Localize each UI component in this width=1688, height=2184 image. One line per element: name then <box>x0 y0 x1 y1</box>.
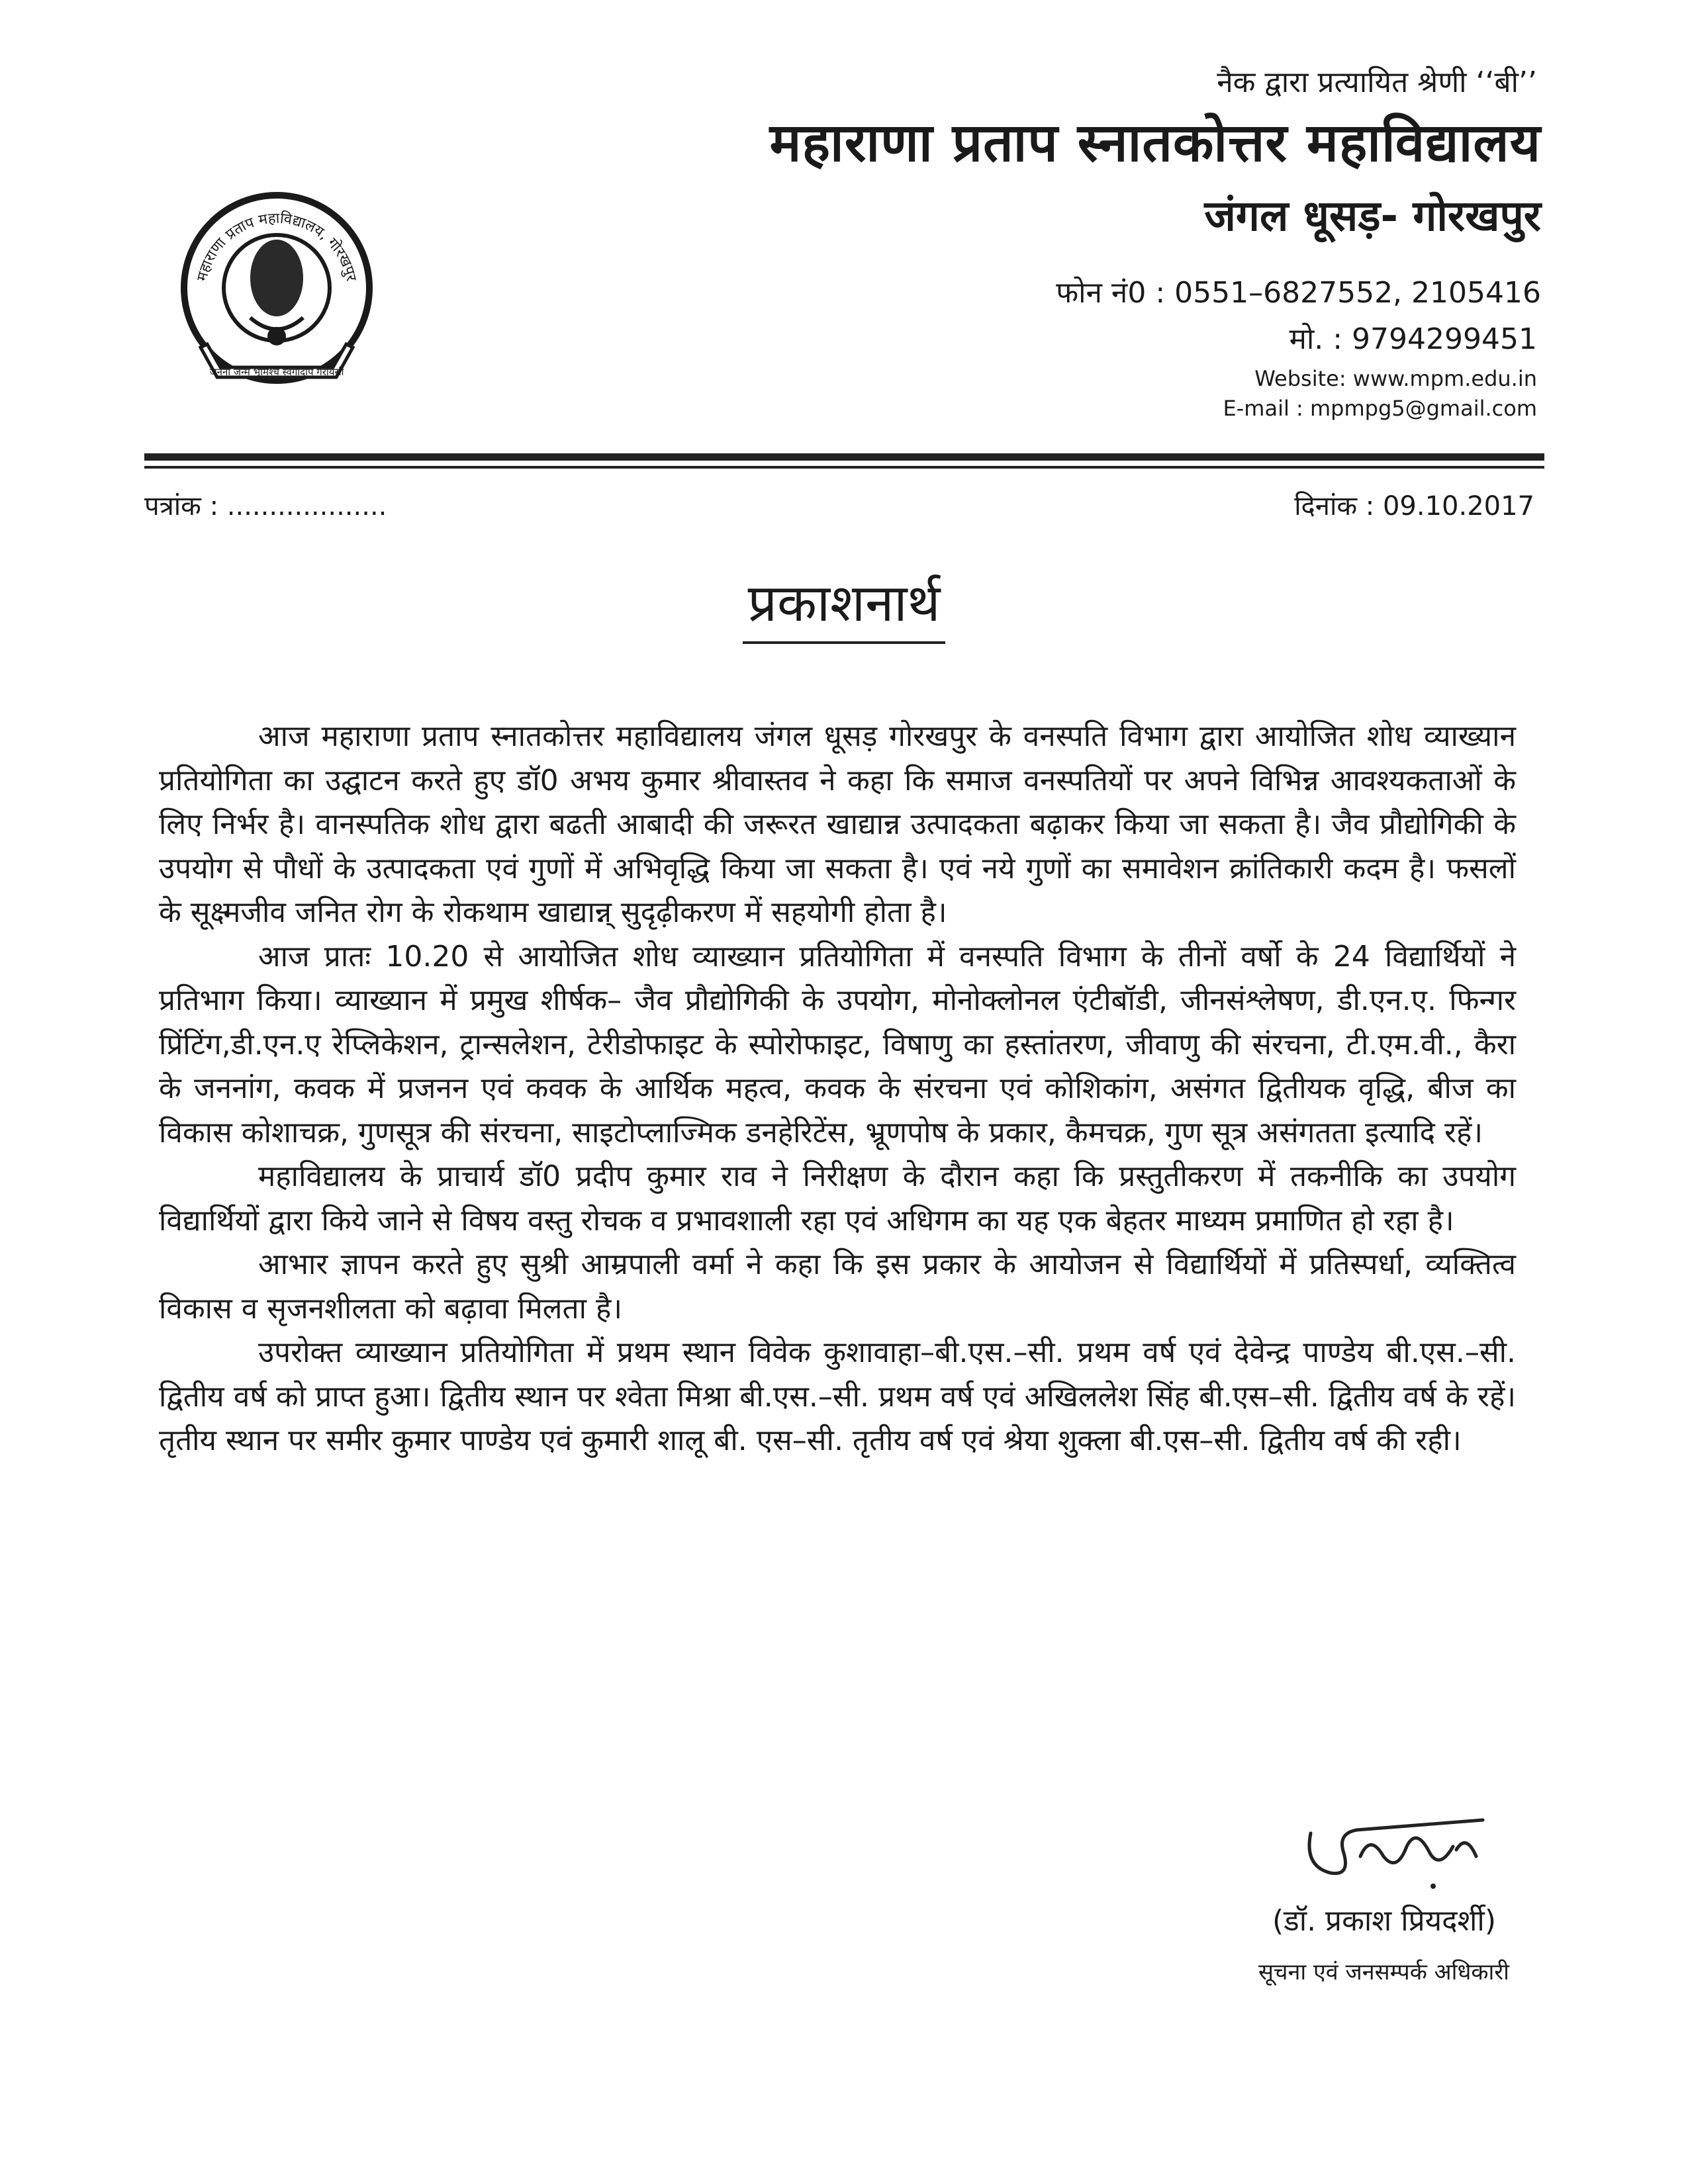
document-heading <box>0 566 1688 644</box>
letterhead-divider-thick <box>144 453 1544 461</box>
body-paragraph: आज महाराणा प्रताप स्नातकोत्तर महाविद्यालय जंगल धूसड़ गोरखपुर के वनस्पति विभाग द्वारा आयोजित शोध व्याख्यान प्रतियोगिता का उद्घाटन करते हुए डॉ0 अभय कुमार श्रीवास्तव ने कहा कि समाज वनस्पतियों पर अपने विभिन्न आवश्यकताओं के लिए निर्भर है। वानस्पतिक शोध द्वारा बढती आबादी की जरूरत खाद्यान्न उत्पादकता बढ़ाकर किया जा सकता है। जैव प्रौद्योगिकी के उपयोग से पौधों के उत्पादकता एवं गुणों में अभिवृद्धि किया जा सकता है। एवं नये गुणों का समावेशन क्रांतिकारी कदम है। फसलों के सूक्ष्मजीव जनित रोग के रोकथाम खाद्यान्न् सुदृढ़ीकरण में सहयोगी होता है। <box>159 719 1516 929</box>
body-paragraph: आभार ज्ञापन करते हुए सुश्री आम्रपाली वर्मा ने कहा कि इस प्रकार के आयोजन से विद्यार्थियों में प्रतिस्पर्धा, व्यक्तित्व विकास व सृजनशीलता को बढ़ावा मिलता है। <box>159 1248 1516 1326</box>
document-date: दिनांक : 09.10.2017 <box>1294 491 1534 522</box>
body-paragraph: आज प्रातः 10.20 से आयोजित शोध व्याख्यान प्रतियोगिता में वनस्पति विभाग के तीनों वर्षो के 24 विद्यार्थियों ने प्रतिभाग किया। व्याख्यान में प्रमुख शीर्षक– जैव प्रौद्योगिकी के उपयोग, मोनोक्लोनल एंटीबॉडी, जीनसंश्लेषण, डी.एन.ए. फिन्गर प्रिंटिंग,डी.एन.ए रेप्लिकेशन, ट्रान्सलेशन, टेरीडोफाइट के स्पोरोफाइट, विषाणु का हस्तांतरण, जीवाणु की संरचना, टी.एम.वी., कैरा के जननांग, कवक में प्रजनन एवं कवक के आर्थिक महत्व, कवक के संरचना एवं कोशिकांग, असंगत द्वितीयक वृद्धि, बीज का विकास कोशाचक्र, गुणसूत्र की संरचना, साइटोप्लाज्मिक डनहेरिटेंस, भ्रूणपोष के प्रकार, कैमचक्र, गुण सूत्र असंगतता इत्यादि रहें। <box>159 939 1516 1150</box>
mobile-number: मो. : 9794299451 <box>1289 322 1537 356</box>
email-address: E-mail : mpmpg5@gmail.com <box>1223 396 1537 421</box>
college-location: जंगल धूसड़- गोरखपुर <box>1204 192 1541 241</box>
svg-text:महाराणा प्रताप महाविद्यालय, गो: महाराणा प्रताप महाविद्यालय, गोरखपुर <box>194 210 359 283</box>
signatory-designation: सूचना एवं जनसम्पर्क अधिकारी <box>1258 1959 1509 1985</box>
phone-number: फोन नं0 : 0551–6827552, 2105416 <box>1056 276 1541 310</box>
college-seal-logo <box>177 179 376 397</box>
reference-number: पत्रांक : ................... <box>144 491 387 522</box>
press-release-body <box>159 715 1516 1463</box>
signatory-name: (डॉ. प्रकाश प्रियदर्शी) <box>1272 1904 1496 1938</box>
website-address: Website: www.mpm.edu.in <box>1254 366 1537 391</box>
letterhead-divider-thin <box>144 466 1544 469</box>
handwritten-signature <box>1297 1794 1509 1893</box>
svg-text:जननी जन्म भूमिश्च स्वर्गादपि ग: जननी जन्म भूमिश्च स्वर्गादपि गरीयसी <box>209 366 344 378</box>
body-paragraph: उपरोक्त व्याख्यान प्रतियोगिता में प्रथम स्थान विवेक कुशावाहा–बी.एस.–सी. प्रथम वर्ष एवं देवेन्द्र पाण्डेय बी.एस.–सी. द्वितीय वर्ष को प्राप्त हुआ। द्वितीय स्थान पर श्वेता मिश्रा बी.एस.–सी. प्रथम वर्ष एवं अखिललेश सिंह बी.एस–सी. द्वितीय वर्ष के रहें। तृतीय स्थान पर समीर कुमार पाण्डेय एवं कुमारी शालू बी. एस–सी. तृतीय वर्ष एवं श्रेया शुक्ला बी.एस–सी. द्वितीय वर्ष की रही। <box>159 1336 1516 1457</box>
college-name: महाराणा प्रताप स्नातकोत्तर महाविद्यालय <box>769 112 1541 173</box>
body-paragraph: महाविद्यालय के प्राचार्य डॉ0 प्रदीप कुमार राव ने निरीक्षण के दौरान कहा कि प्रस्तुतीकरण में तकनीकि का उपयोग विद्यार्थियों द्वारा किये जाने से विषय वस्तु रोचक व प्रभावशाली रहा एवं अधिगम का यह एक बेहतर माध्यम प्रमाणित हो रहा है। <box>159 1160 1516 1238</box>
accreditation-grade: नैक द्वारा प्रत्यायित श्रेणी ‘‘बी’’ <box>1217 66 1537 99</box>
heading-text: प्रकाशनार्थ <box>743 566 946 644</box>
